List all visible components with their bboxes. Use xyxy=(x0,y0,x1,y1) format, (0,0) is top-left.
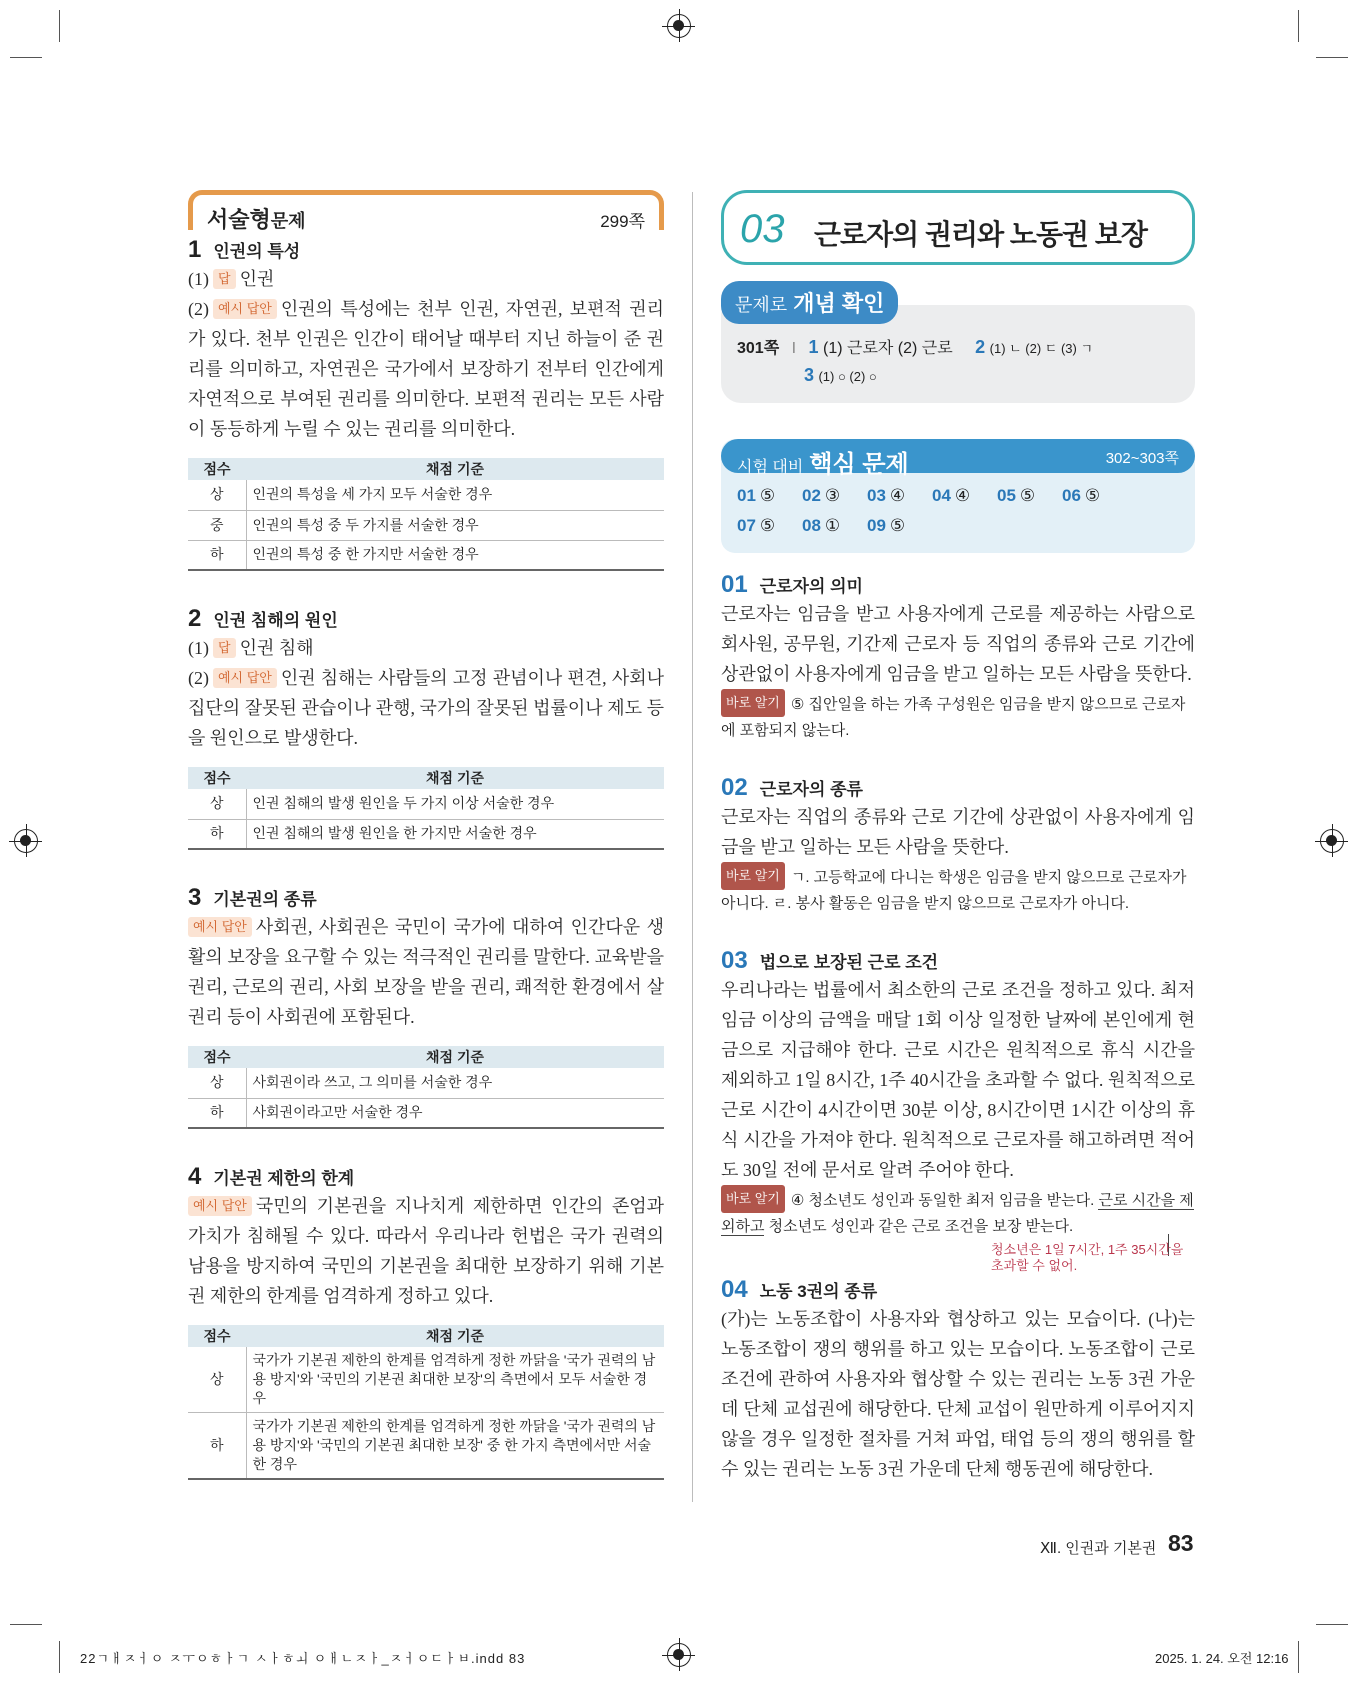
question-title: 4 기본권 제한의 한계 xyxy=(188,1163,355,1190)
table-row: 상 사회권이라 쓰고, 그 의미를 서술한 경우 xyxy=(188,1068,664,1098)
problem-title: 01 근로자의 의미 xyxy=(721,571,863,598)
table-row: 하 인권의 특성 중 한 가지만 서술한 경우 xyxy=(188,540,664,570)
scoring-table: 점수 채점 기준 상 인권의 특성을 세 가지 모두 서술한 경우 중 인권의 특성 중 두 가지를 서술한 경우 하 인권의 특성 중 한 가지만 서술한 경우 xyxy=(188,458,664,571)
answer-line: (1) 답 인권 침해 xyxy=(188,638,314,658)
correction-tip: 바로 알기 ④ 청소년도 성인과 동일한 최저 임금을 받는다. 근로 시간을 제외하고 청소년도 성인과 같은 근로 조건을 보장 받는다. xyxy=(721,1185,1195,1240)
correction-badge: 바로 알기 xyxy=(721,689,785,717)
crop-mark xyxy=(10,1624,42,1625)
correction-tip: 바로 알기 ㄱ. 고등학교에 다니는 학생은 임금을 받지 않으므로 근로자가 아니다. ㄹ. 봉사 활동은 임금을 받지 않으므로 근로자가 아니다. xyxy=(721,862,1195,917)
column-divider xyxy=(692,192,693,1502)
crop-mark xyxy=(1298,10,1299,42)
registration-mark-icon xyxy=(667,1643,691,1667)
core-problems-header: 시험 대비 핵심 문제 302~303쪽 xyxy=(721,439,1195,473)
answer-paragraph: 예시 답안 사회권, 사회권은 국민이 국가에 대하여 인간다운 생활의 보장을 요구할 수 있는 적극적인 권리를 말한다. 교육받을 권리, 근로의 권리, 사회 보장을 받을 권리, 쾌적한 환경에서 살 권리 등이 사회권에 포함된다. xyxy=(188,917,664,1027)
table-row: 하 국가가 기본권 제한의 한계를 엄격하게 정한 까닭을 '국가 권력의 남용 방지'와 '국민의 기본권 최대한 보장' 중 한 가지 측면에서만 서술한 경우 xyxy=(188,1413,664,1480)
registration-mark-icon xyxy=(1320,829,1344,853)
table-row: 상 인권 침해의 발생 원인을 두 가지 이상 서술한 경우 xyxy=(188,789,664,819)
print-slug-filename: 22ㄱㅐㅈㅓㅇ ㅈㅜㅇㅎㅏㄱ ㅅㅏㅎㅚ ㅇㅐㄴㅈㅏ_ㅈㅓㅇㄷㅏㅂ.indd 83 xyxy=(80,1651,526,1666)
example-answer-badge: 예시 답안 xyxy=(188,917,252,937)
question-title: 3 기본권의 종류 xyxy=(188,884,317,911)
registration-mark-icon xyxy=(667,14,691,38)
crop-mark xyxy=(1316,1624,1348,1625)
core-answer-item: 05 ⑤ xyxy=(997,486,1036,505)
explanation-paragraph: (가)는 노동조합이 사용자와 협상하고 있는 모습이다. (나)는 노동조합이 쟁의 행위를 하고 있는 모습이다. 노동조합이 근로 조건에 관하여 사용자와 협상할 수 있는 권리는 노동 3권 가운데 단체 교섭권에 해당한다. 단체 교섭이 원만하게 이루어지지 않을 경우 일정한 절차를 거쳐 파업, 태업 등의 쟁의 행위를 할 수 있는 권리는 노동 3권 가운데 단체 행동권에 해당한다. xyxy=(721,1309,1195,1479)
chapter-banner xyxy=(721,190,1195,265)
core-answer-list xyxy=(737,486,1187,536)
concept-check-tab: 문제로 개념 확인 xyxy=(721,281,898,324)
print-slug-date: 2025. 1. 24. 오전 12:16 xyxy=(1155,1651,1289,1666)
explanation-paragraph: 우리나라는 법률에서 최소한의 근로 조건을 정하고 있다. 최저 임금 이상의 금액을 매달 1회 이상 일정한 날짜에 본인에게 현금으로 지급해야 한다. 근로 시간은 원칙적으로 휴식 시간을 제외하고 1일 8시간, 1주 40시간을 초과할 수 없다. 원칙적으로 근로 시간이 4시간이면 30분 이상, 8시간이면 1시간 이상의 휴식 시간을 가져야 한다. 원칙적으로 근로자를 해고하려면 적어도 30일 전에 문서로 알려 주어야 한다. xyxy=(721,980,1195,1180)
table-row: 상 인권의 특성을 세 가지 모두 서술한 경우 xyxy=(188,480,664,510)
problem-title: 02 근로자의 종류 xyxy=(721,774,863,801)
explanation-paragraph: 근로자는 직업의 종류와 근로 기간에 상관없이 사용자에게 임금을 받고 일하는 모든 사람을 뜻한다. xyxy=(721,807,1195,857)
core-answer-item: 08 ① xyxy=(802,516,841,535)
core-problems-box xyxy=(721,439,1195,553)
answer-paragraph: (2) 예시 답안 인권 침해는 사람들의 고정 관념이나 편견, 사회나 집단의 잘못된 관습이나 관행, 국가의 잘못된 법률이나 제도 등을 원인으로 발생한다. xyxy=(188,668,664,748)
section-title: 서술형문제 xyxy=(207,207,306,232)
registration-mark-icon xyxy=(14,829,38,853)
answer-badge: 답 xyxy=(213,638,236,658)
example-answer-badge: 예시 답안 xyxy=(213,668,277,688)
core-answer-item: 06 ⑤ xyxy=(1062,486,1101,505)
core-answer-item: 02 ③ xyxy=(802,486,841,505)
table-row: 하 인권 침해의 발생 원인을 한 가지만 서술한 경우 xyxy=(188,819,664,849)
footer-chapter: Ⅻ. 인권과 기본권 xyxy=(1040,1540,1157,1557)
chapter-title: 근로자의 권리와 노동권 보장 xyxy=(814,219,1147,250)
crop-mark xyxy=(10,57,42,58)
struck-phrase: 근로 시간을 제외하고 xyxy=(721,1192,1194,1235)
answer-line: (1) 답 인권 xyxy=(188,269,275,289)
table-row: 중 인권의 특성 중 두 가지를 서술한 경우 xyxy=(188,510,664,540)
section-header xyxy=(188,190,664,230)
correction-note: 청소년은 1일 7시간, 1주 35시간을 초과할 수 없어. xyxy=(721,1240,1195,1274)
concept-check-box xyxy=(721,291,1195,403)
crop-mark xyxy=(1298,1641,1299,1673)
page-number: 83 xyxy=(1168,1530,1194,1556)
example-answer-badge: 예시 답안 xyxy=(213,299,277,319)
answer-paragraph: (2) 예시 답안 인권의 특성에는 천부 인권, 자연권, 보편적 권리가 있다. 천부 인권은 인간이 태어날 때부터 지닌 하늘이 준 권리를 의미하고, 자연권은 국가에서 보장하기 전부터 인간에게 자연적으로 부여된 권리를 의미한다. 보편적 권리는 모든 사람이 동등하게 누릴 수 있는 권리를 의미한다. xyxy=(188,299,664,439)
correction-badge: 바로 알기 xyxy=(721,1185,785,1213)
crop-mark xyxy=(59,1641,60,1673)
core-answer-item: 07 ⑤ xyxy=(737,516,776,535)
correction-tip: 바로 알기 ⑤ 집안일을 하는 가족 구성원은 임금을 받지 않으므로 근로자에 포함되지 않는다. xyxy=(721,689,1195,744)
answer-paragraph: 예시 답안 국민의 기본권을 지나치게 제한하면 인간의 존엄과 가치가 침해될 수 있다. 따라서 우리나라 헌법은 국가 권력의 남용을 방지하여 국민의 기본권을 최대한 보장하기 위해 기본권 제한의 한계를 엄격하게 정하고 있다. xyxy=(188,1196,664,1306)
section-page: 299쪽 xyxy=(600,212,645,231)
problem-title: 04 노동 3권의 종류 xyxy=(721,1276,878,1303)
concept-answers-line: 301쪽 I 1 (1) 근로자 (2) 근로 2 (1) ㄴ (2) ㄷ (3) ㄱ xyxy=(737,337,1094,357)
question-title: 2 인권 침해의 원인 xyxy=(188,605,338,632)
chapter-number: 03 xyxy=(740,207,785,251)
scoring-table: 점수 채점 기준 상 국가가 기본권 제한의 한계를 엄격하게 정한 까닭을 '국가 권력의 남용 방지'와 '국민의 기본권 최대한 보장'의 측면에서 모두 서술한 경우 하 국가가 기본권 제한의 한계를 엄격하게 정한 까닭을 '국가 권력의 남용 방지'와 '국민의 기본권 최대한 보장' 중 한 가지 측면에서만 서술한 경우 xyxy=(188,1325,664,1480)
explanation-paragraph: 근로자는 임금을 받고 사용자에게 근로를 제공하는 사람으로 회사원, 공무원, 기간제 근로자 등 직업의 종류와 근로 기간에 상관없이 사용자에게 임금을 받고 일하는 모든 사람을 뜻한다. xyxy=(721,604,1195,684)
table-row: 하 사회권이라고만 서술한 경우 xyxy=(188,1098,664,1128)
question-title: 1 인권의 특성 xyxy=(188,236,301,263)
left-column xyxy=(188,190,664,1480)
scoring-table: 점수 채점 기준 상 인권 침해의 발생 원인을 두 가지 이상 서술한 경우 하 인권 침해의 발생 원인을 한 가지만 서술한 경우 xyxy=(188,767,664,850)
answer-badge: 답 xyxy=(213,269,236,289)
example-answer-badge: 예시 답안 xyxy=(188,1196,252,1216)
core-answer-item: 04 ④ xyxy=(932,486,971,505)
concept-answers-line: 3 (1) ○ (2) ○ xyxy=(804,365,877,385)
core-answer-item: 01 ⑤ xyxy=(737,486,776,505)
crop-mark xyxy=(1316,57,1348,58)
crop-mark xyxy=(59,10,60,42)
core-answer-item: 09 ⑤ xyxy=(867,516,906,535)
core-answer-item: 03 ④ xyxy=(867,486,906,505)
correction-badge: 바로 알기 xyxy=(721,862,785,890)
problem-title: 03 법으로 보장된 근로 조건 xyxy=(721,947,939,974)
table-row: 상 국가가 기본권 제한의 한계를 엄격하게 정한 까닭을 '국가 권력의 남용 방지'와 '국민의 기본권 최대한 보장'의 측면에서 모두 서술한 경우 xyxy=(188,1347,664,1413)
right-column xyxy=(721,190,1195,1484)
scoring-table: 점수 채점 기준 상 사회권이라 쓰고, 그 의미를 서술한 경우 하 사회권이라고만 서술한 경우 xyxy=(188,1046,664,1129)
